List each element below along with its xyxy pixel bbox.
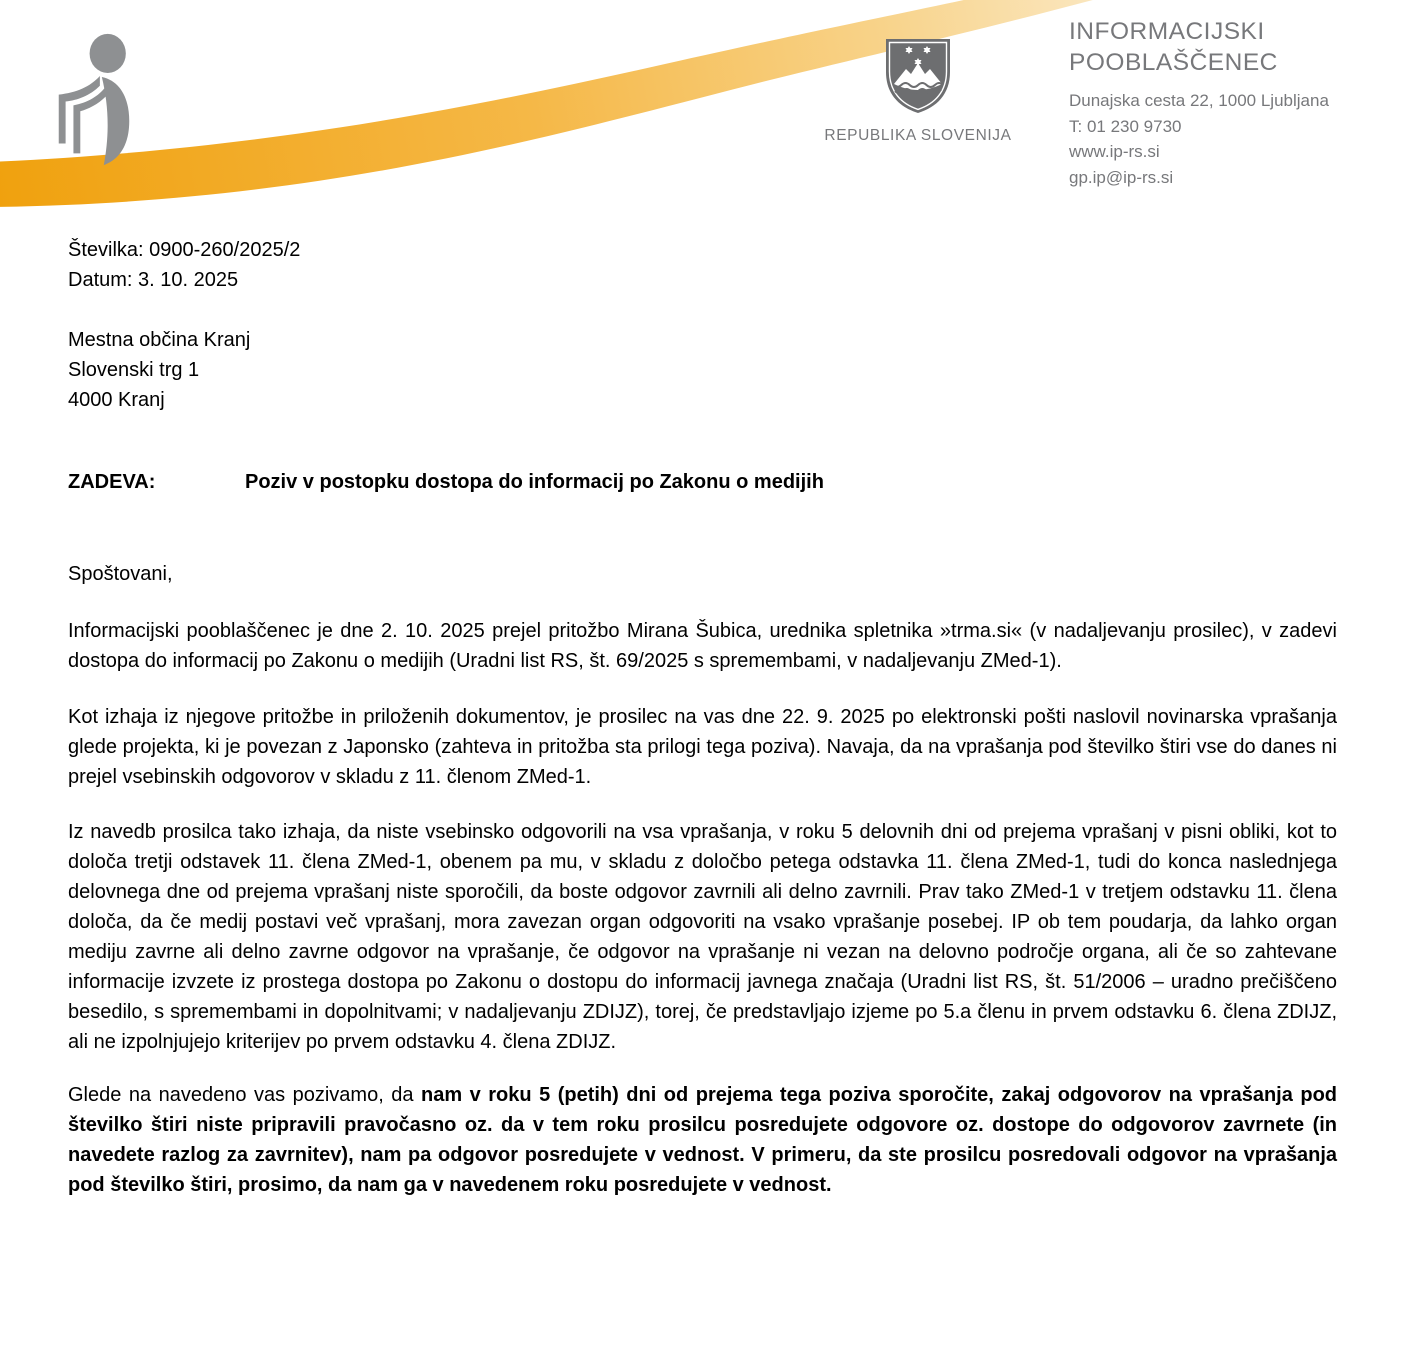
subject-text: Poziv v postopku dostopa do informacij po Zakonu o medijih — [245, 471, 824, 493]
org-contact-block — [1069, 16, 1405, 190]
org-email: gp.ip@ip-rs.si — [1069, 167, 1174, 187]
republic-block — [818, 36, 1018, 145]
org-street: Dunajska cesta 22, 1000 Ljubljana — [1069, 91, 1329, 110]
slovenia-coat-of-arms-icon — [882, 36, 954, 116]
org-name-line2: POOBLAŠČENEC — [1069, 49, 1278, 76]
ip-logo-icon — [44, 28, 144, 170]
document-number: Številka: 0900-260/2025/2 — [68, 239, 301, 261]
recipient-city: 4000 Kranj — [68, 389, 165, 411]
recipient-street: Slovenski trg 1 — [68, 359, 200, 381]
republic-label: REPUBLIKA SLOVENIJA — [824, 127, 1012, 144]
recipient-address — [68, 325, 1337, 415]
org-website: www.ip-rs.si — [1069, 142, 1160, 161]
paragraph-2: Kot izhaja iz njegove pritožbe in priloženih dokumentov, je prosilec na vas dne 22. 9. 2025 po elektronski pošti naslovil novinarska vprašanja glede projekta, ki je povezan z Japonsko (zahteva in pritožba sta prilogi tega poziva). Navaja, da na vprašanja pod številko štiri vse do danes ni prejel vsebinskih odgovorov v skladu z 11. členom ZMed-1. — [68, 706, 1337, 788]
letterhead — [0, 0, 1405, 215]
paragraph-4-demand: nam v roku 5 (petih) dni od prejema tega poziva sporočite, zakaj odgovorov na vprašanja pod številko štiri niste pripravili pravočasno oz. da v tem roku prosilcu posredujete odgovore oz. dostope do odgovorov zavrnete (in navedete razlog za zavrnitev), nam pa odgovor posredujete v vednost. V primeru, da ste prosilcu posredovali odgovor na vprašanja pod številko štiri, prosimo, da nam ga v navedenem roku posredujete v vednost. — [68, 1084, 1337, 1196]
document-date: Datum: 3. 10. 2025 — [68, 269, 239, 291]
subject-row — [68, 467, 1337, 497]
document-meta — [68, 235, 1337, 295]
salutation: Spoštovani, — [68, 563, 173, 585]
org-phone: T: 01 230 9730 — [1069, 116, 1182, 136]
subject-label: ZADEVA: — [68, 471, 156, 493]
recipient-name: Mestna občina Kranj — [68, 329, 251, 351]
paragraph-1: Informacijski pooblaščenec je dne 2. 10. 2025 prejel pritožbo Mirana Šubica, urednika spletnika »trma.si« (v nadaljevanju prosilec), v zadevi dostopa do informacij po Zakonu o medijih (Uradni list RS, št. 69/2025 s spremembami, v nadaljevanju ZMed-1). — [68, 620, 1337, 672]
org-name — [1069, 16, 1405, 78]
org-address — [1069, 88, 1405, 190]
paragraph-3: Iz navedb prosilca tako izhaja, da niste vsebinsko odgovorili na vsa vprašanja, v roku 5 delovnih dni od prejema vprašanj v pisni obliki, kot to določa tretji odstavek 11. člena ZMed-1, obenem pa mu, v skladu z določbo petega odstavka 11. člena ZMed-1, tudi do konca naslednjega delovnega dne od prejema vprašanj niste sporočili, da boste odgovor zavrnili ali delno zavrnili. Prav tako ZMed-1 v tretjem odstavku 11. člena določa, da če medij postavi več vprašanj, mora zavezan organ odgovoriti na vsako vprašanje posebej. IP ob tem poudarja, da lahko organ mediju zavrne ali delno zavrne odgovor na vprašanje, če odgovor na vprašanje ni vezan na delovno področje organa, ali če so zahtevane informacije izvzete iz prostega dostopa po Zakonu o dostopu do informacij javnega značaja (Uradni list RS, št. 51/2006 – uradno prečiščeno besedilo, s spremembami in dopolnitvami; v nadaljevanju ZDIJZ), torej, če predstavljajo izjeme po 5.a členu in prvem odstavku 6. člena ZDIJZ, ali ne izpolnjujejo kriterijev po prvem odstavku 4. člena ZDIJZ. — [68, 821, 1337, 1053]
paragraph-4 — [68, 1080, 1337, 1200]
paragraph-4-intro: Glede na navedeno vas pozivamo, da — [68, 1084, 421, 1106]
letter-body — [68, 210, 1337, 1200]
org-name-line1: INFORMACIJSKI — [1069, 18, 1265, 45]
